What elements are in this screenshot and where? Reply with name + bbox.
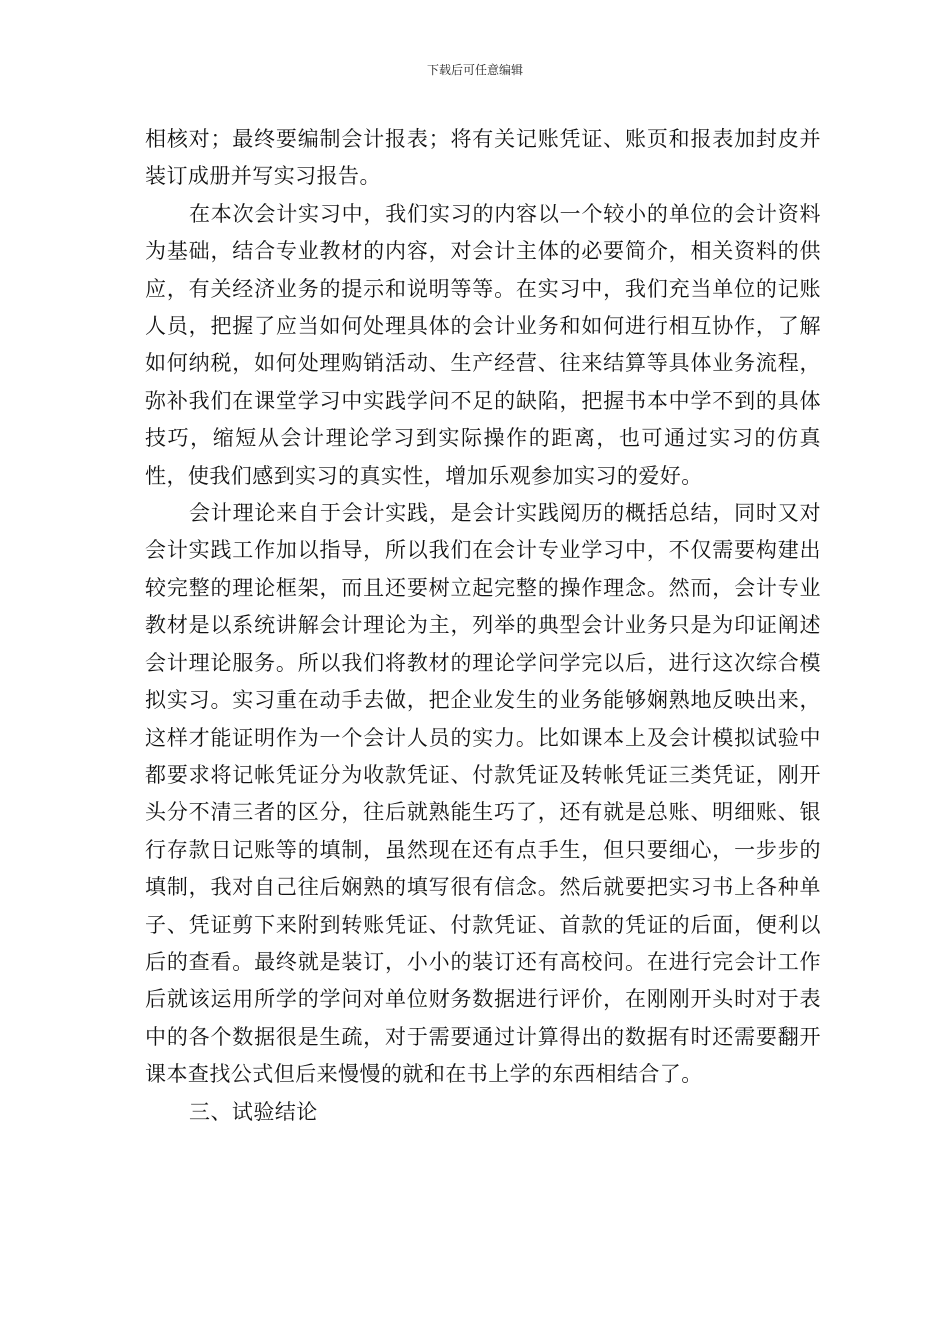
- paragraph-continuation: 相核对；最终要编制会计报表；将有关记账凭证、账页和报表加封皮并装订成册并写实习报告。: [145, 127, 821, 189]
- paragraph-internship-content: 在本次会计实习中，我们实习的内容以一个较小的单位的会计资料为基础，结合专业教材的内容，对会计主体的必要简介，相关资料的供应，有关经济业务的提示和说明等等。在实习中，我们充当单位的记账人员，把握了应当如何处理具体的会计业务和如何进行相互协作，了解如何纳税，如何处理购销活动、生产经营、往来结算等具体业务流程，弥补我们在课堂学习中实践学问不足的缺陷，把握书本中学不到的具体技巧，缩短从会计理论学习到实际操作的距离，也可通过实习的仿真性，使我们感到实习的真实性，增加乐观参加实习的爱好。: [145, 201, 821, 488]
- document-body: [145, 121, 821, 1131]
- section-heading-conclusion: 三、试验结论: [189, 1099, 318, 1124]
- paragraph-accounting-theory: 会计理论来自于会计实践，是会计实践阅历的概括总结，同时又对会计实践工作加以指导，所以我们在会计专业学习中，不仅需要构建出较完整的理论框架，而且还要树立起完整的操作理念。然而，会计专业教材是以系统讲解会计理论为主，列举的典型会计业务只是为印证阐述会计理论服务。所以我们将教材的理论学问学完以后，进行这次综合模拟实习。实习重在动手去做，把企业发生的业务能够娴熟地反映出来，这样才能证明作为一个会计人员的实力。比如课本上及会计模拟试验中都要求将记帐凭证分为收款凭证、付款凭证及转帐凭证三类凭证，刚开头分不清三者的区分，往后就熟能生巧了，还有就是总账、明细账、银行存款日记账等的填制，虽然现在还有点手生，但只要细心，一步步的填制，我对自己往后娴熟的填写很有信念。然后就要把实习书上各种单子、凭证剪下来附到转账凭证、付款凭证、首款的凭证的后面，便利以后的查看。最终就是装订，小小的装订还有高校问。在进行完会计工作后就该运用所学的学问对单位财务数据进行评价，在刚刚开头时对于表中的各个数据很是生疏，对于需要通过计算得出的数据有时还需要翻开课本查找公式但后来慢慢的就和在书上学的东西相结合了。: [145, 501, 821, 1087]
- page-header: 下载后可任意编辑: [426, 63, 523, 77]
